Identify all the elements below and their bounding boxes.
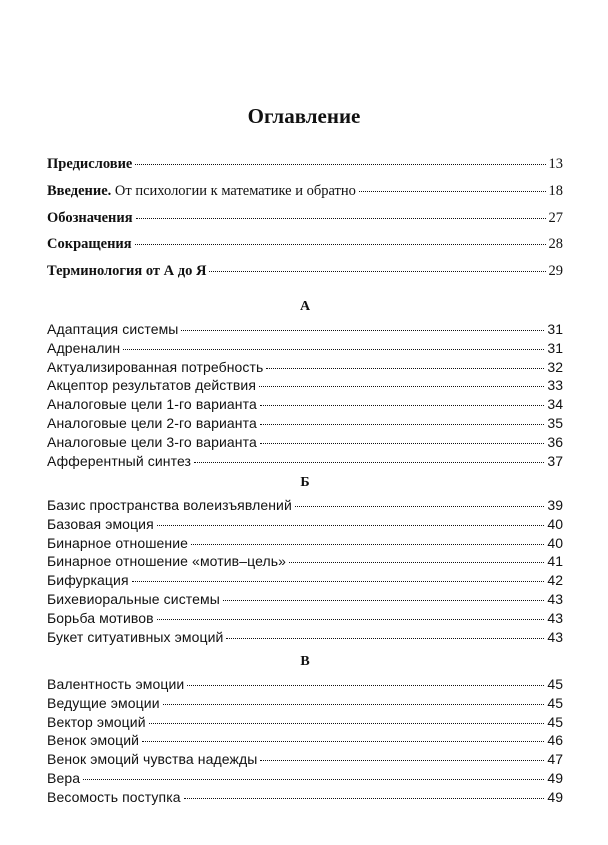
entry-label: Терминология от А до Я <box>47 263 207 280</box>
toc-entry[interactable] <box>47 340 563 359</box>
toc-entry[interactable] <box>47 770 563 789</box>
page-number: 40 <box>547 515 563 532</box>
page-number: 13 <box>548 156 563 172</box>
page-number: 31 <box>547 339 563 356</box>
dot-leader <box>149 723 545 724</box>
entry-label: Аналоговые цели 2-го варианта <box>47 414 257 431</box>
page-number: 39 <box>547 497 563 513</box>
page-number: 29 <box>548 263 563 280</box>
entry-label: Букет ситуативных эмоций <box>47 628 224 645</box>
dot-leader <box>184 798 545 799</box>
toc-entry[interactable] <box>47 516 563 535</box>
entry-label: Афферентный синтез <box>47 452 192 469</box>
entry-label: Венок эмоций <box>47 732 140 749</box>
entry-label: Аналоговые цели 1-го варианта <box>47 396 257 413</box>
entry-label: Введение. <box>47 182 112 199</box>
dot-leader <box>260 760 544 761</box>
section-letter: Б <box>300 475 310 490</box>
entry-label: Базовая эмоция <box>47 515 154 532</box>
section-b <box>47 475 563 647</box>
entry-label: Борьба мотивов <box>47 609 154 626</box>
page-number: 34 <box>547 396 563 413</box>
section-letter: А <box>299 299 311 314</box>
page-number: 47 <box>547 751 563 768</box>
dot-leader <box>223 600 544 601</box>
entry-label: Обозначения <box>47 209 133 226</box>
page-number: 32 <box>547 358 563 375</box>
dot-leader <box>260 424 545 425</box>
dot-leader <box>157 525 545 526</box>
entry-label: Базис пространства волеизъявлений <box>47 497 292 513</box>
dot-leader <box>295 506 545 507</box>
dot-leader <box>136 218 546 219</box>
page-number: 46 <box>547 732 563 749</box>
dot-leader <box>209 271 545 272</box>
page-number: 45 <box>547 694 563 711</box>
page-number: 49 <box>547 769 563 786</box>
entry-label-rest: От психологии к математике и обратно <box>111 182 356 199</box>
entry-label: Предисловие <box>47 156 133 172</box>
page-number: 36 <box>547 433 563 450</box>
page-number: 37 <box>547 452 563 469</box>
toc-entry-notation[interactable] <box>47 210 563 228</box>
toc-entry-introduction[interactable] <box>47 183 563 201</box>
section-letter: В <box>300 654 310 669</box>
toc-entry-abbreviations[interactable] <box>47 236 563 254</box>
entry-label: Сокращения <box>47 236 132 253</box>
page-number: 40 <box>547 534 563 551</box>
toc-entry[interactable] <box>47 732 563 751</box>
toc-entry[interactable] <box>47 572 563 591</box>
entry-label: Адреналин <box>47 339 121 356</box>
page-title: Оглавление <box>247 104 361 128</box>
page-number: 43 <box>547 609 563 626</box>
page-number: 42 <box>547 572 563 589</box>
dot-leader <box>359 191 546 192</box>
entry-label: Бинарное отношение «мотив–цель» <box>47 553 287 570</box>
toc-entry-preface[interactable] <box>47 156 563 174</box>
dot-leader <box>135 244 546 245</box>
toc-entry[interactable] <box>47 751 563 770</box>
toc-entry[interactable] <box>47 396 563 415</box>
dot-leader <box>181 330 544 331</box>
page-number: 33 <box>547 377 563 394</box>
dot-leader <box>289 562 544 563</box>
toc-entry[interactable] <box>47 453 563 472</box>
toc-entry[interactable] <box>47 676 563 695</box>
entry-label: Весомость поступка <box>47 788 181 805</box>
entry-label: Вектор эмоций <box>47 713 146 730</box>
section-a <box>47 299 563 471</box>
dot-leader <box>191 544 544 545</box>
page-number: 18 <box>548 182 563 199</box>
dot-leader <box>163 704 545 705</box>
entry-label: Адаптация системы <box>47 321 179 337</box>
dot-leader <box>135 164 545 165</box>
page-number: 27 <box>548 209 563 226</box>
dot-leader <box>260 443 545 444</box>
dot-leader <box>83 779 544 780</box>
dot-leader <box>194 462 544 463</box>
entry-label: Бифуркация <box>47 572 129 589</box>
toc-entry[interactable] <box>47 415 563 434</box>
toc-entry-terminology[interactable] <box>47 263 563 281</box>
toc-entry[interactable] <box>47 359 563 378</box>
toc-entry[interactable] <box>47 695 563 714</box>
toc-entry[interactable] <box>47 629 563 648</box>
entry-label: Актуализированная потребность <box>47 358 264 375</box>
page-number: 49 <box>547 788 563 805</box>
entry-label: Бинарное отношение <box>47 534 189 551</box>
toc-entry[interactable] <box>47 714 563 733</box>
toc-entry[interactable] <box>47 535 563 554</box>
toc-entry[interactable] <box>47 553 563 572</box>
entry-label: Акцептор результатов действия <box>47 377 257 394</box>
toc-entry[interactable] <box>47 610 563 629</box>
dot-leader <box>259 386 544 387</box>
section-v <box>47 654 563 808</box>
toc-entry[interactable] <box>47 321 563 340</box>
page-number: 45 <box>547 713 563 730</box>
page-number: 31 <box>547 321 563 337</box>
dot-leader <box>123 349 544 350</box>
toc-entry[interactable] <box>47 434 563 453</box>
entry-label: Вера <box>47 769 81 786</box>
entry-label: Венок эмоций чувства надежды <box>47 751 258 768</box>
entry-label: Аналоговые цели 3-го варианта <box>47 433 257 450</box>
toc-entry[interactable] <box>47 789 563 808</box>
dot-leader <box>187 685 544 686</box>
dot-leader <box>142 741 544 742</box>
page-number: 41 <box>547 553 563 570</box>
page-number: 28 <box>548 236 563 253</box>
entry-label: Ведущие эмоции <box>47 694 160 711</box>
page-number: 35 <box>547 414 563 431</box>
toc-entry[interactable] <box>47 377 563 396</box>
dot-leader <box>266 368 544 369</box>
page-number: 43 <box>547 628 563 645</box>
dot-leader <box>260 405 545 406</box>
dot-leader <box>157 619 545 620</box>
entry-label: Бихевиоральные системы <box>47 590 220 607</box>
main-entries-list <box>47 156 563 290</box>
dot-leader <box>226 638 544 639</box>
page-number: 43 <box>547 590 563 607</box>
toc-entry[interactable] <box>47 591 563 610</box>
toc-entry[interactable] <box>47 497 563 516</box>
entry-label: Валентность эмоции <box>47 676 185 692</box>
dot-leader <box>132 581 545 582</box>
page-number: 45 <box>547 676 563 692</box>
